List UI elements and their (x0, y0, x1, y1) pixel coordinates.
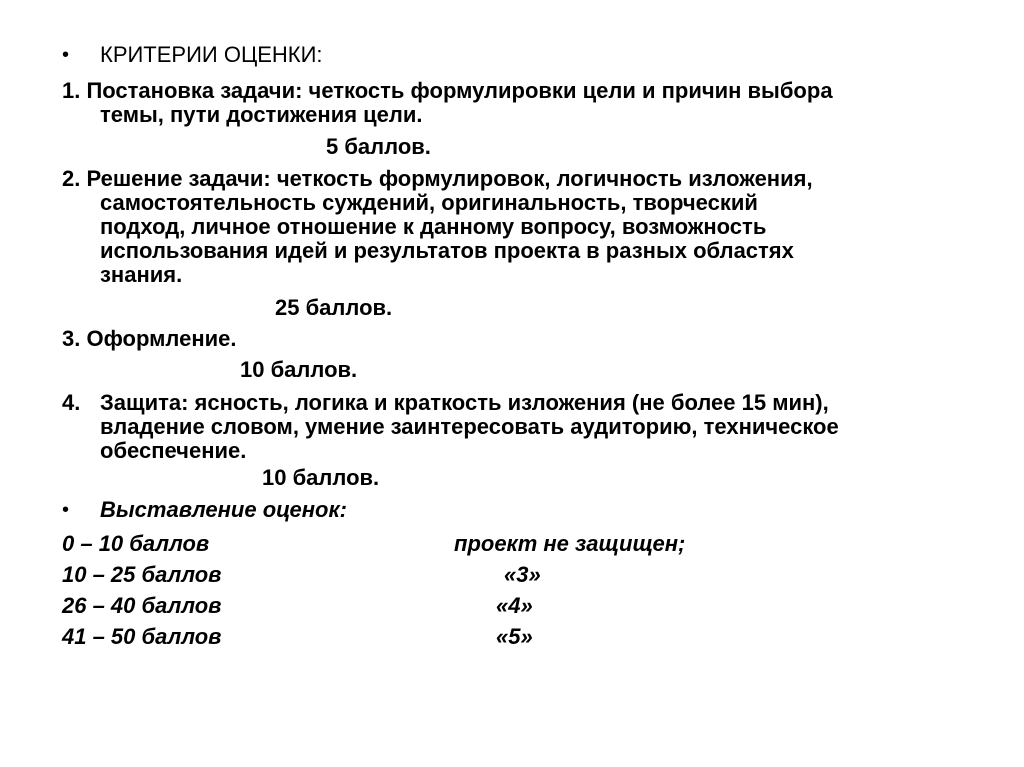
grading-grade-4: «5» (496, 624, 533, 649)
grading-grade-3: «4» (496, 593, 533, 618)
grading-range-3: 26 – 40 баллов (62, 593, 222, 618)
criterion-2-points: 25 баллов. (275, 295, 393, 320)
heading-bullet: • (62, 44, 70, 66)
criterion-4-line-3: обеспечение. (100, 438, 247, 463)
criterion-2-line-5: знания. (100, 262, 183, 287)
criterion-1-line-2: темы, пути достижения цели. (100, 102, 423, 127)
criterion-1-line-1: 1. Постановка задачи: четкость формулировки цели и причин выбора (62, 78, 833, 103)
grading-grade-2: «3» (504, 562, 541, 587)
slide-heading: КРИТЕРИИ ОЦЕНКИ: (100, 42, 323, 67)
grading-range-4: 41 – 50 баллов (62, 624, 222, 649)
criterion-4-number: 4. (62, 390, 81, 415)
grading-grade-1: проект не защищен; (454, 531, 686, 556)
criterion-4-points: 10 баллов. (262, 465, 380, 490)
criterion-1-points: 5 баллов. (326, 134, 431, 159)
criterion-2-line-3: подход, личное отношение к данному вопросу, возможность (100, 214, 767, 239)
criterion-3-points: 10 баллов. (240, 357, 358, 382)
criterion-4-line-2: владение словом, умение заинтересовать аудиторию, техническое (100, 414, 839, 439)
grading-heading: Выставление оценок: (100, 497, 347, 522)
grading-range-2: 10 – 25 баллов (62, 562, 222, 587)
criterion-2-line-2: самостоятельность суждений, оригинальность, творческий (100, 190, 758, 215)
criterion-3-line-1: 3. Оформление. (62, 326, 237, 351)
criterion-2-line-4: использования идей и результатов проекта в разных областях (100, 238, 794, 263)
criterion-4-line-1: Защита: ясность, логика и краткость изложения (не более 15 мин), (100, 390, 829, 415)
grading-range-1: 0 – 10 баллов (62, 531, 210, 556)
criterion-2-line-1: 2. Решение задачи: четкость формулировок, логичность изложения, (62, 166, 813, 191)
grading-bullet: • (62, 499, 70, 521)
